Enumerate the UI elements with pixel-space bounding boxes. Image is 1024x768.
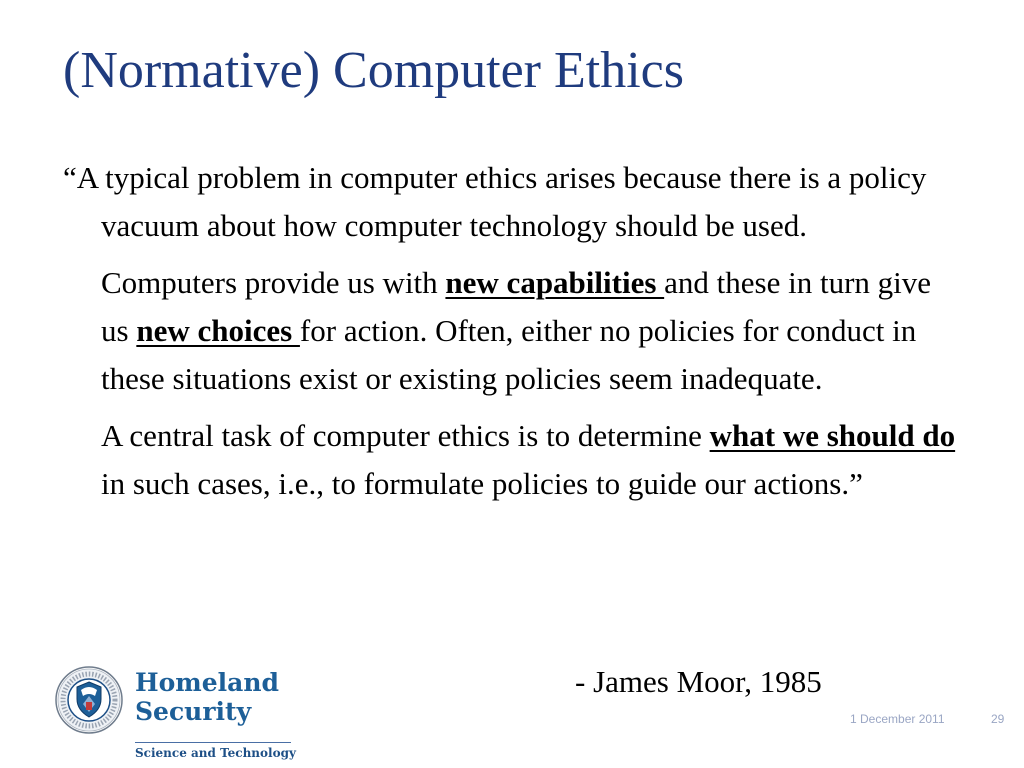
quote-text: in such cases, i.e., to formulate policies to guide our actions.” bbox=[101, 466, 863, 501]
emphasis-new-choices: new choices bbox=[136, 313, 300, 348]
quote-text: and these in turn give us bbox=[101, 265, 932, 348]
logo-divider bbox=[135, 742, 291, 743]
slide-title: (Normative) Computer Ethics bbox=[63, 42, 684, 99]
footer-date: 1 December 2011 bbox=[850, 712, 945, 726]
logo-wordmark bbox=[135, 668, 279, 726]
quote-text: A central task of computer ethics is to determine bbox=[101, 418, 710, 453]
quote-text: for action. Often, either no policies for conduct in these situations exist or existing policies seem inadequate. bbox=[101, 313, 917, 396]
quote-body bbox=[63, 154, 963, 508]
quote-paragraph-3 bbox=[63, 412, 963, 508]
quote-paragraph-2 bbox=[63, 259, 963, 403]
emphasis-new-capabilities: new capabilities bbox=[445, 265, 665, 300]
dhs-logo bbox=[55, 666, 300, 764]
logo-subtitle: Science and Technology bbox=[135, 746, 296, 760]
dhs-seal-icon bbox=[55, 666, 123, 734]
quote-text: Computers provide us with bbox=[101, 265, 446, 300]
logo-line-homeland: Homeland bbox=[135, 668, 280, 697]
logo-line-security: Security bbox=[135, 697, 252, 726]
quote-paragraph-1: “A typical problem in computer ethics arises because there is a policy vacuum about how computer technology should be used. bbox=[63, 160, 927, 243]
page-number: 29 bbox=[991, 712, 1005, 726]
quote-attribution: - James Moor, 1985 bbox=[575, 664, 822, 699]
emphasis-what-we-should-do: what we should do bbox=[709, 418, 956, 453]
